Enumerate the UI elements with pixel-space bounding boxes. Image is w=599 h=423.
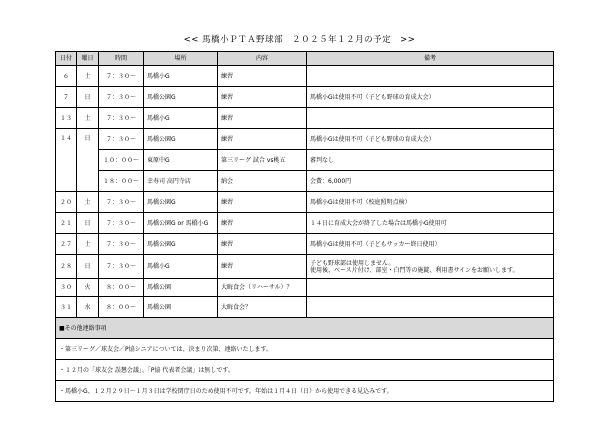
cell-notes — [307, 108, 554, 129]
table-row — [56, 129, 554, 150]
schedule-table — [55, 51, 554, 402]
page-title: << 馬橋小ＰＴＡ野球部 ２０２５年１２月の予定 >> — [183, 35, 416, 45]
header-date: 日付 — [56, 52, 77, 66]
cell-day: 水 — [77, 297, 99, 318]
section-title: ■その他連絡事項 — [56, 318, 554, 339]
cell-place: 馬橋公園G — [144, 129, 218, 150]
cell-day: 土 — [77, 192, 99, 213]
table-row — [56, 234, 554, 255]
cell-notes: 馬橋小Gは使用不可（子ども野球の育成大会） — [307, 129, 554, 150]
cell-time: ７：３０～ — [99, 66, 144, 87]
table-header-row — [56, 52, 554, 66]
table-row — [56, 108, 554, 129]
header-notes: 備考 — [307, 52, 554, 66]
table-row — [56, 87, 554, 108]
cell-place: 馬橋公園G — [144, 234, 218, 255]
cell-content: 練習 — [218, 66, 307, 87]
cell-content: 納会 — [218, 171, 307, 192]
cell-date: ６ — [56, 66, 77, 87]
cell-notes — [307, 66, 554, 87]
note-row — [56, 360, 554, 381]
cell-place: 馬橋公園G — [144, 192, 218, 213]
cell-place: 馬橋公園G or 馬橋小G — [144, 213, 218, 234]
cell-notes: 会費：6,000円 — [307, 171, 554, 192]
cell-time: ７：３０～ — [99, 255, 144, 279]
cell-time: ７：３０～ — [99, 213, 144, 234]
cell-place: 幸寿司 高円寺店 — [144, 171, 218, 192]
cell-date: ３１ — [56, 297, 77, 318]
cell-content: 練習 — [218, 129, 307, 150]
cell-day: 土 — [77, 66, 99, 87]
cell-notes: 馬橋小Gは使用不可（校庭照明点検） — [307, 192, 554, 213]
cell-content: 大晦食会（リハーサル）？ — [218, 279, 307, 297]
table-row — [56, 192, 554, 213]
cell-date: １４ — [56, 129, 77, 192]
cell-content: 練習 — [218, 213, 307, 234]
header-place: 場所 — [144, 52, 218, 66]
note-item: ・１２月の「球友会 誤懇会議」、「P協 代表者会議」は無しです。 — [56, 360, 554, 381]
cell-day: 火 — [77, 279, 99, 297]
cell-place: 馬橋公園 — [144, 297, 218, 318]
cell-place: 馬橋公園 — [144, 279, 218, 297]
cell-notes — [307, 297, 554, 318]
cell-place: 馬橋小G — [144, 255, 218, 279]
table-row — [56, 150, 554, 171]
cell-date: ３０ — [56, 279, 77, 297]
table-row — [56, 297, 554, 318]
table-row — [56, 255, 554, 279]
cell-place: 東原中G — [144, 150, 218, 171]
cell-day: 土 — [77, 108, 99, 129]
cell-notes: 馬橋小Gは使用不可（子ども野球の育成大会） — [307, 87, 554, 108]
cell-date: ７ — [56, 87, 77, 108]
cell-date: ２８ — [56, 255, 77, 279]
cell-time: １８：００～ — [99, 171, 144, 192]
section-header-row — [56, 318, 554, 339]
cell-time: ８：００～ — [99, 279, 144, 297]
table-row — [56, 171, 554, 192]
note-item: ・馬橋小G、１２月２９日～１月３日は学校閉庁日のため使用不可です。年始は１月４日（日）から使用できる見込みです。 — [56, 381, 554, 402]
cell-place: 馬橋小G — [144, 108, 218, 129]
table-row — [56, 66, 554, 87]
header-day: 曜日 — [77, 52, 99, 66]
cell-day: 日 — [77, 129, 99, 192]
cell-content: 大晦食会？ — [218, 297, 307, 318]
cell-day: 日 — [77, 213, 99, 234]
cell-time: ７：３０～ — [99, 234, 144, 255]
cell-notes: 審判なし — [307, 150, 554, 171]
cell-notes — [307, 279, 554, 297]
cell-date: １３ — [56, 108, 77, 129]
cell-date: ２７ — [56, 234, 77, 255]
cell-content: 練習 — [218, 255, 307, 279]
cell-content: 第三リーグ 試合 vs桃五 — [218, 150, 307, 171]
note-row — [56, 381, 554, 402]
cell-time: ７：３０～ — [99, 192, 144, 213]
cell-notes: 子ども野球部は使用しません。 使用後、ベース片付け、部室・白門等の施錠、利用書サインをお願いします。 — [307, 255, 554, 279]
cell-content: 練習 — [218, 234, 307, 255]
cell-place: 馬橋小G — [144, 66, 218, 87]
table-row — [56, 279, 554, 297]
cell-date: ２１ — [56, 213, 77, 234]
cell-time: ８：００～ — [99, 297, 144, 318]
header-time: 時間 — [99, 52, 144, 66]
table-row — [56, 213, 554, 234]
cell-time: １０：００～ — [99, 150, 144, 171]
cell-time: ７：３０～ — [99, 108, 144, 129]
cell-time: ７：３０～ — [99, 129, 144, 150]
cell-content: 練習 — [218, 192, 307, 213]
cell-time: ７：３０～ — [99, 87, 144, 108]
cell-content: 練習 — [218, 108, 307, 129]
cell-day: 日 — [77, 87, 99, 108]
header-content: 内容 — [218, 52, 307, 66]
cell-place: 馬橋公園G — [144, 87, 218, 108]
cell-day: 日 — [77, 255, 99, 279]
cell-content: 練習 — [218, 87, 307, 108]
cell-notes: 馬橋小Gは使用不可（子どもサッカー終日使用） — [307, 234, 554, 255]
cell-date: ２０ — [56, 192, 77, 213]
cell-notes: １４日に育成大会が終了した場合は馬橋小G使用可 — [307, 213, 554, 234]
note-row — [56, 339, 554, 360]
note-item: ・第三リーグ／球友会／P協シニアについては、決まり次第、連絡いたします。 — [56, 339, 554, 360]
cell-day: 土 — [77, 234, 99, 255]
